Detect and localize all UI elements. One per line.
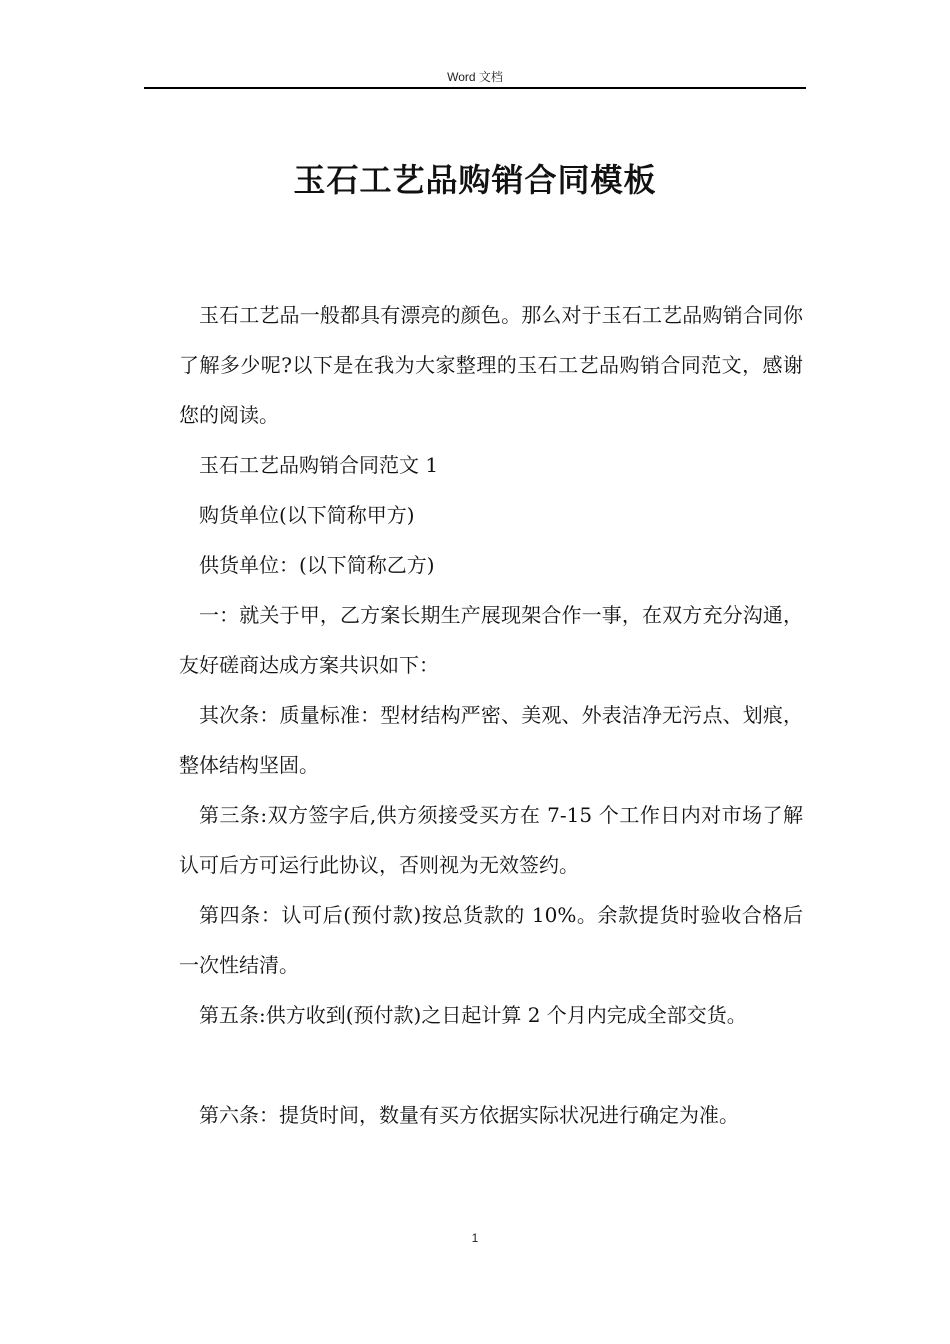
page-header-label: Word 文档 (447, 70, 503, 84)
header-divider (144, 87, 806, 89)
paragraph-spacer (179, 1040, 803, 1090)
document-body (179, 290, 803, 1140)
page-number: 1 (471, 1231, 479, 1245)
paragraph-clause-4: 第四条：认可后(预付款)按总货款的 10%。余款提货时验收合格后一次性结清。 (179, 903, 803, 977)
paragraph-clause-3: 第三条:双方签字后,供方须接受买方在 7-15 个工作日内对市场了解认可后方可运行此协议，否则视为无效签约。 (179, 803, 803, 877)
document-title: 玉石工艺品购销合同模板 (293, 161, 657, 199)
paragraph-buyer: 购货单位(以下简称甲方) (199, 503, 415, 527)
paragraph-supplier: 供货单位：(以下简称乙方) (199, 553, 435, 577)
paragraph-clause-2: 其次条：质量标准：型材结构严密、美观、外表洁净无污点、划痕，整体结构坚固。 (179, 703, 803, 777)
paragraph-clause-1: 一：就关于甲，乙方案长期生产展现架合作一事，在双方充分沟通，友好磋商达成方案共识如下： (179, 603, 803, 677)
paragraph-clause-5: 第五条:供方收到(预付款)之日起计算 2 个月内完成全部交货。 (199, 1003, 747, 1027)
paragraph-clause-6: 第六条：提货时间，数量有买方依据实际状况进行确定为准。 (199, 1103, 739, 1127)
paragraph-intro: 玉石工艺品一般都具有漂亮的颜色。那么对于玉石工艺品购销合同你了解多少呢?以下是在我为大家整理的玉石工艺品购销合同范文，感谢您的阅读。 (179, 303, 803, 427)
paragraph-sample-heading: 玉石工艺品购销合同范文 1 (199, 453, 439, 477)
